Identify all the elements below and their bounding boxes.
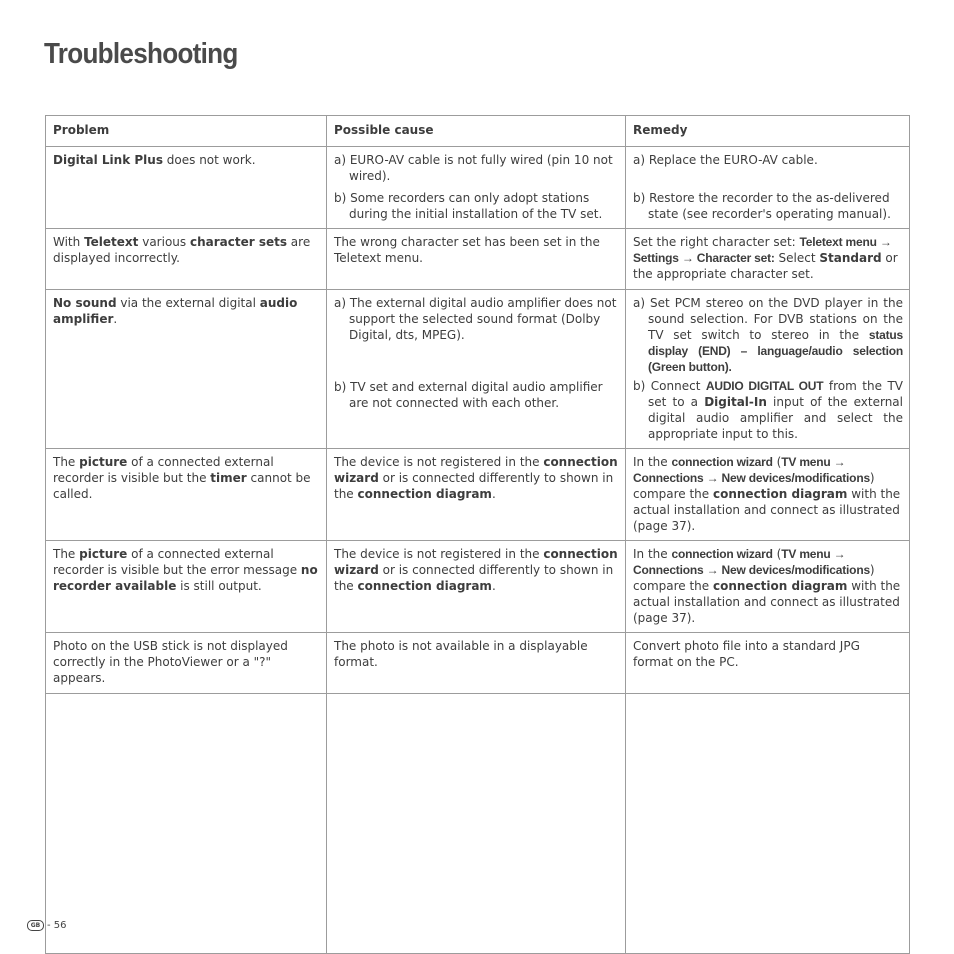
empty-cell (46, 694, 327, 954)
remedy-cell (626, 147, 910, 229)
remedy-cell: Set the right character set: Teletext menu → Settings → Character set: Select Standard or the appropriate character set. (626, 229, 910, 290)
page-footer (27, 920, 67, 931)
table-header-row (46, 116, 910, 147)
problem-cell: Photo on the USB stick is not displayed correctly in the PhotoViewer or a "?" appears. (46, 633, 327, 694)
header-remedy: Remedy (626, 116, 910, 147)
cause-cell: The device is not registered in the connection wizard or is connected differently to shown in the connection diagram. (327, 541, 626, 633)
remedy-item: b) Restore the recorder to the as-delivered state (see recorder's operating manual). (633, 191, 891, 221)
header-possible-cause: Possible cause (327, 116, 626, 147)
troubleshooting-table (45, 115, 910, 954)
remedy-cell: In the connection wizard (TV menu → Connections → New devices/modifications) compare the connection diagram with the actual installation and connect as illustrated (page 37). (626, 449, 910, 541)
cause-cell: The wrong character set has been set in the Teletext menu. (327, 229, 626, 290)
header-problem: Problem (46, 116, 327, 147)
gb-region-badge-icon: GB (27, 920, 44, 931)
remedy-item: a) Replace the EURO-AV cable. (633, 153, 818, 167)
remedy-item: b) Connect AUDIO DIGITAL OUT from the TV set to a Digital-In input of the external digital audio amplifier and select the appropriate input to this. (633, 379, 904, 441)
cause-item: b) TV set and external digital audio amplifier are not connected with each other. (334, 380, 603, 410)
cause-cell (327, 147, 626, 229)
problem-cell: With Teletext various character sets are displayed incorrectly. (46, 229, 327, 290)
page-number: - 56 (47, 920, 67, 931)
empty-cell (327, 694, 626, 954)
table-row (46, 229, 910, 290)
empty-table-row (46, 694, 910, 954)
table-row (46, 147, 910, 229)
cause-cell: The device is not registered in the connection wizard or is connected differently to shown in the connection diagram. (327, 449, 626, 541)
problem-cell: The picture of a connected external recorder is visible but the error message no recorder available is still output. (46, 541, 327, 633)
cause-item: b) Some recorders can only adopt stations during the initial installation of the TV set. (334, 191, 603, 221)
problem-cell: No sound via the external digital audio amplifier. (46, 290, 327, 449)
cause-cell: The photo is not available in a displayable format. (327, 633, 626, 694)
page-title: Troubleshooting (44, 38, 238, 70)
remedy-cell: Convert photo file into a standard JPG format on the PC. (626, 633, 910, 694)
empty-cell (626, 694, 910, 954)
table-row (46, 290, 910, 449)
problem-cell: The picture of a connected external recorder is visible but the timer cannot be called. (46, 449, 327, 541)
cause-item: a) EURO-AV cable is not fully wired (pin 10 not wired). (334, 153, 613, 183)
cause-item: a) The external digital audio amplifier does not support the selected sound format (Dolby Digital, dts, MPEG). (334, 296, 617, 342)
table-row (46, 633, 910, 694)
remedy-cell (626, 290, 910, 449)
table-row (46, 541, 910, 633)
remedy-item: a) Set PCM stereo on the DVD player in the sound selection. For DVB stations on the TV set switch to stereo in the status display (END) – language/audio selection (Green button). (633, 296, 903, 374)
remedy-cell: In the connection wizard (TV menu → Connections → New devices/modifications) compare the connection diagram with the actual installation and connect as illustrated (page 37). (626, 541, 910, 633)
table-row (46, 449, 910, 541)
cause-cell (327, 290, 626, 449)
problem-cell: Digital Link Plus does not work. (46, 147, 327, 229)
